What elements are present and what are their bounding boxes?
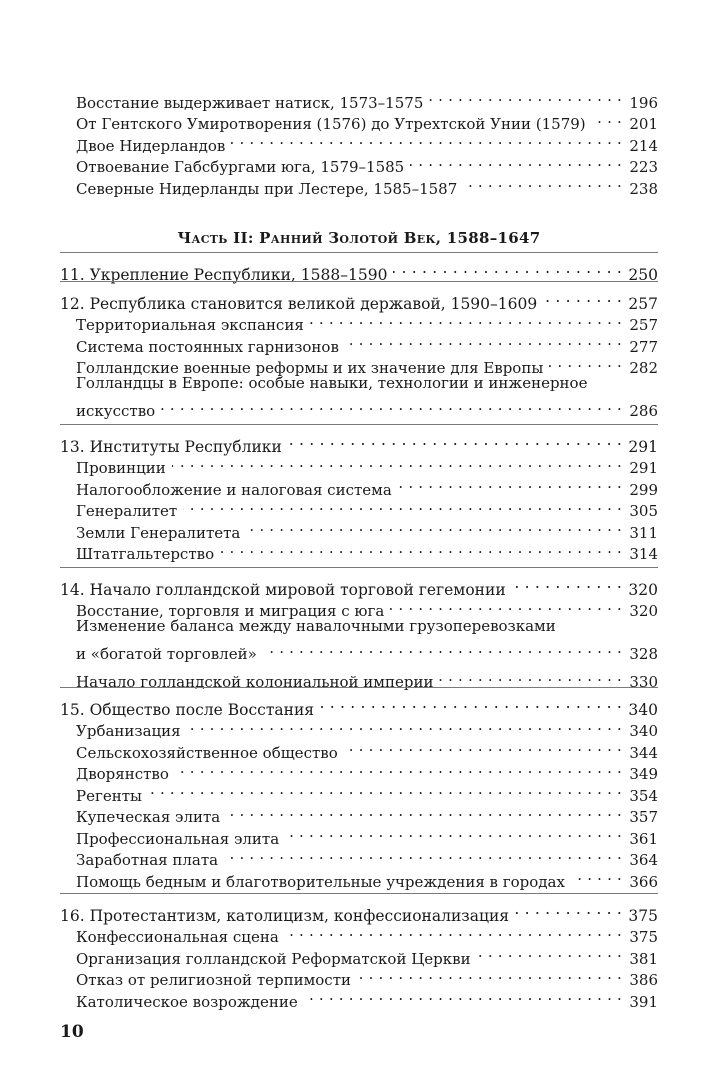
toc-entry: Конфессиональная сцена . . . 375	[60, 921, 658, 943]
chapter-title: 12. Республика становится великой державой, 1590–1609 . . . 257	[60, 287, 658, 309]
toc-entry: Дворянство . . . 349	[60, 758, 658, 780]
chapter-13	[60, 424, 658, 563]
toc-entry: Урбанизация . . . 340	[60, 715, 658, 737]
toc-entry: Профессиональная элита . . . 361	[60, 822, 658, 844]
toc-entry-wrapped: Голландцы в Европе: особые навыки, технологии и инженерное искусство . . . 286	[60, 373, 658, 423]
chapter-title: 14. Начало голландской мировой торговой гегемонии . . . 320	[60, 573, 658, 595]
toc-entry: Помощь бедным и благотворительные учреждения в городах . . . 366	[60, 865, 658, 887]
toc-entry: Система постоянных гарнизонов . . . 277	[60, 330, 658, 352]
toc-entry: Восстание выдерживает натиск, 1573–1575 . . . 196	[60, 86, 658, 108]
part-heading: Часть II: Ранний Золотой Век, 1588–1647	[177, 229, 541, 247]
chapter-title: 15. Общество после Восстания . . . 340	[60, 693, 658, 715]
toc-entry: Северные Нидерланды при Лестере, 1585–1587 . . . 238	[60, 172, 658, 194]
chapter-12	[60, 281, 658, 423]
toc-entry: Налогообложение и налоговая система . . . 299	[60, 473, 658, 495]
toc-entry-wrapped: Изменение баланса между навалочными грузоперевозками и «богатой торговлей» . . . 328	[60, 616, 658, 666]
toc-entry: Генералитет . . . 305	[60, 495, 658, 517]
toc-entry: Отвоевание Габсбургами юга, 1579–1585 . . . 223	[60, 151, 658, 173]
toc-entry: Регенты . . . 354	[60, 779, 658, 801]
chapter-15	[60, 687, 658, 891]
toc-entry: Заработная плата . . . 364	[60, 844, 658, 866]
toc-entry: Земли Генералитета . . . 311	[60, 516, 658, 538]
toc-entry: Организация голландской Реформатской Церкви . . . 381	[60, 942, 658, 964]
toc-entry: Католическое возрождение . . . 391	[60, 985, 658, 1007]
toc-entry: Двое Нидерландов . . . 214	[60, 129, 658, 151]
toc-entry: Сельскохозяйственное общество . . . 344	[60, 736, 658, 758]
page-number: 10	[60, 1022, 84, 1042]
chapter-title: 13. Институты Республики . . . 291	[60, 430, 658, 452]
chapter-16	[60, 893, 658, 1011]
toc-entry: Начало голландской колониальной империи . . . 330	[60, 666, 658, 688]
toc-entry: Голландские военные реформы и их значение для Европы . . . 282	[60, 352, 658, 374]
toc-continuation	[60, 86, 658, 198]
chapter-title: 11. Укрепление Республики, 1588–1590 . . . 250	[60, 258, 658, 280]
toc-entry: Восстание, торговля и миграция с юга . . . 320	[60, 595, 658, 617]
toc-entry: Штатгальтерство . . . 314	[60, 538, 658, 560]
toc-entry: Территориальная экспансия . . . 257	[60, 309, 658, 331]
chapter-14	[60, 567, 658, 691]
chapter-11	[60, 252, 658, 284]
toc-entry: Купеческая элита . . . 357	[60, 801, 658, 823]
toc-entry: Провинции . . . 291	[60, 452, 658, 474]
toc-entry: От Гентского Умиротворения (1576) до Утрехтской Унии (1579) . . . 201	[60, 108, 658, 130]
chapter-title: 16. Протестантизм, католицизм, конфессионализация . . . 375	[60, 899, 658, 921]
toc-entry: Отказ от религиозной терпимости . . . 386	[60, 964, 658, 986]
